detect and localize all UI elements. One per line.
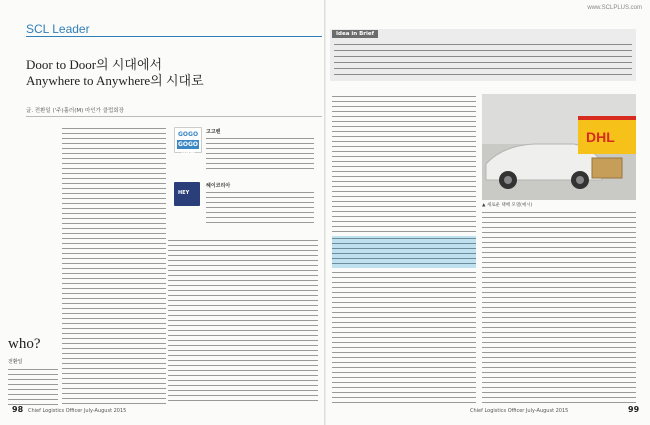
body-column-1: [62, 126, 166, 404]
who-title: who?: [8, 336, 41, 352]
photo-illustration: [482, 94, 636, 200]
body-column-3: [332, 94, 476, 236]
byline: 글. 전환일 ('주)흘러(M) 마인가 클럽회장: [26, 108, 124, 114]
who-bio: [8, 367, 58, 407]
page-gutter: [324, 0, 326, 425]
section-rule: [26, 36, 322, 37]
highlighted-passage: [332, 236, 476, 268]
footer-right: Chief Logistics Officer July-August 2015: [470, 408, 569, 414]
who-name: 전환일: [8, 359, 23, 365]
page-number-left: 98: [12, 405, 24, 414]
box1-title: 고고밴: [206, 129, 221, 135]
footer-left: Chief Logistics Officer July-August 2015: [28, 408, 127, 414]
section-label: SCL Leader: [26, 22, 90, 36]
gogovan-logo: GOGO GOGO VAN: [174, 127, 202, 153]
body-column-4: [482, 210, 636, 404]
site-url: www.SCLPLUS.com: [587, 5, 642, 11]
photo-caption: ▲ 새로운 택배 모델(예시): [482, 203, 533, 208]
box2-title: 헤이코리아: [206, 183, 231, 189]
article-title-line2: Anywhere to Anywhere의 시대로: [26, 73, 204, 88]
delivery-photo: [482, 94, 636, 200]
byline-rule: [26, 116, 322, 117]
intro-text: [334, 42, 632, 78]
body-column-2: [168, 238, 318, 404]
box2-text: [206, 190, 314, 226]
article-title-line1: Door to Door의 시대에서: [26, 57, 163, 72]
heykorea-logo: HEY: [174, 182, 200, 206]
box1-text: [206, 136, 314, 172]
page-number-right: 99: [628, 405, 640, 414]
dhl-logo: DHL: [586, 129, 615, 145]
body-column-3b: [332, 270, 476, 404]
idea-in-brief-label: Idea in Brief: [332, 30, 378, 38]
